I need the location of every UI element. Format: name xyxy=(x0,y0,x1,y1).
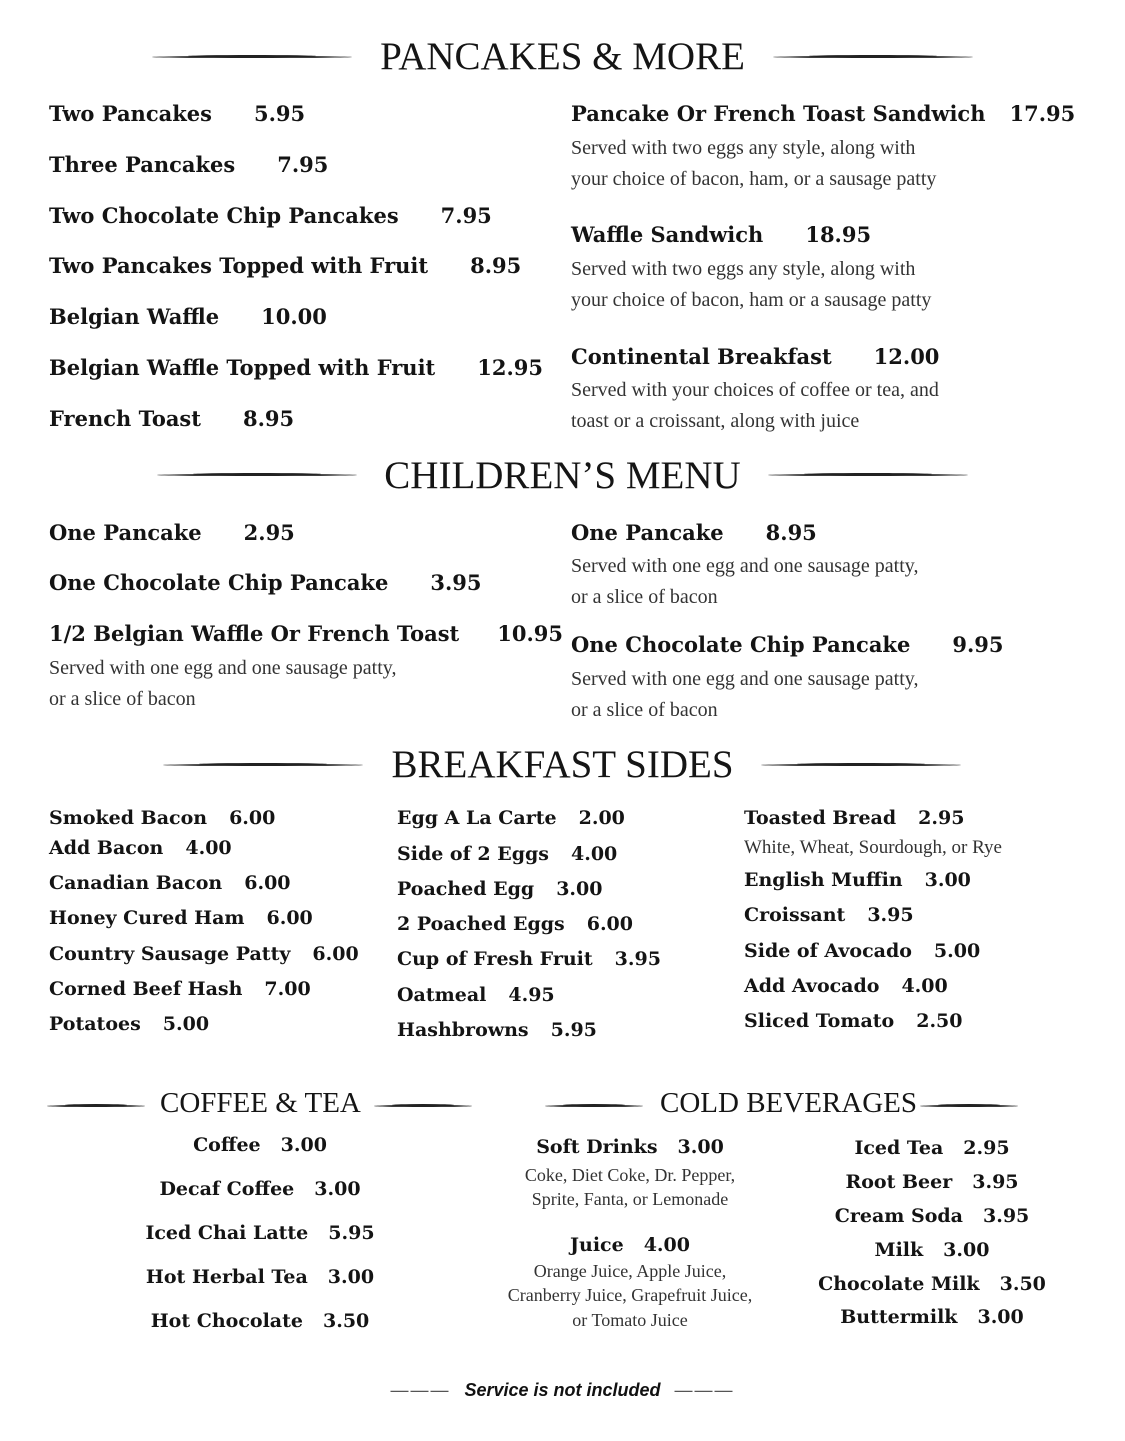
menu-item: Country Sausage Patty 6.00 xyxy=(49,943,359,965)
menu-item: English Muffin 3.00 xyxy=(744,869,971,891)
menu-item: Hot Chocolate 3.50 xyxy=(150,1310,370,1332)
menu-item: Add Bacon 4.00 xyxy=(49,837,232,859)
menu-item: One Chocolate Chip Pancake 3.95 xyxy=(49,570,482,595)
item-description: Served with one egg and one sausage patty, xyxy=(571,668,919,690)
menu-item: Belgian Waffle Topped with Fruit 12.95 xyxy=(49,355,544,380)
menu-item: Two Pancakes Topped with Fruit 8.95 xyxy=(49,253,522,278)
menu-item: Belgian Waffle 10.00 xyxy=(49,304,327,329)
item-description: your choice of bacon, ham or a sausage patty xyxy=(571,289,932,311)
heading-rule-right xyxy=(920,1105,1018,1107)
menu-item: Juice 4.00 xyxy=(570,1234,690,1256)
menu-item: Iced Tea 2.95 xyxy=(854,1137,1010,1159)
heading-rule-left xyxy=(47,1105,145,1107)
item-description: Served with one egg and one sausage patty, xyxy=(571,555,919,577)
menu-item: Oatmeal 4.95 xyxy=(397,984,555,1006)
section-title-cold: COLD BEVERAGES xyxy=(660,1087,917,1119)
menu-item: Cup of Fresh Fruit 3.95 xyxy=(397,948,661,970)
menu-item: Croissant 3.95 xyxy=(744,904,914,926)
item-description: your choice of bacon, ham, or a sausage patty xyxy=(571,168,937,190)
menu-item: Milk 3.00 xyxy=(874,1239,990,1261)
menu-item: Three Pancakes 7.95 xyxy=(49,152,329,177)
menu-item: Egg A La Carte 2.00 xyxy=(397,807,625,829)
item-description: or Tomato Juice xyxy=(572,1310,688,1330)
menu-item: Potatoes 5.00 xyxy=(49,1013,210,1035)
menu-item: One Pancake 2.95 xyxy=(49,520,295,545)
menu-item: Soft Drinks 3.00 xyxy=(536,1136,724,1158)
item-description: Coke, Diet Coke, Dr. Pepper, xyxy=(524,1165,736,1185)
item-description: toast or a croissant, along with juice xyxy=(571,410,860,432)
menu-item: Hot Herbal Tea 3.00 xyxy=(145,1266,375,1288)
menu-item: Root Beer 3.95 xyxy=(845,1171,1019,1193)
menu-item: 2 Poached Eggs 6.00 xyxy=(397,913,633,935)
menu-item: Two Chocolate Chip Pancakes 7.95 xyxy=(49,203,492,228)
menu-item: Honey Cured Ham 6.00 xyxy=(49,907,313,929)
section-title-coffee: COFFEE & TEA xyxy=(160,1087,361,1119)
item-description: Served with two eggs any style, along with xyxy=(571,258,916,280)
menu-item: Side of 2 Eggs 4.00 xyxy=(397,843,618,865)
item-description: Served with two eggs any style, along with xyxy=(571,137,916,159)
menu-item: One Chocolate Chip Pancake 9.95 xyxy=(571,632,1004,657)
item-description: Cranberry Juice, Grapefruit Juice, xyxy=(507,1285,753,1305)
menu-item: French Toast 8.95 xyxy=(49,406,295,431)
menu-item: Continental Breakfast 12.00 xyxy=(571,344,940,369)
item-description: Served with one egg and one sausage patty, xyxy=(49,657,397,679)
menu-item: Two Pancakes 5.95 xyxy=(49,101,306,126)
item-description: or a slice of bacon xyxy=(571,699,718,721)
item-description: or a slice of bacon xyxy=(571,586,718,608)
heading-rule-right xyxy=(773,56,973,58)
footer-note xyxy=(0,1380,1125,1401)
footer-dash-right: ——— xyxy=(674,1380,735,1400)
menu-item: Decaf Coffee 3.00 xyxy=(159,1178,361,1200)
footer-dash-left: ——— xyxy=(390,1380,451,1400)
menu-item: Cream Soda 3.95 xyxy=(834,1205,1030,1227)
section-title-children: CHILDREN’S MENU xyxy=(384,454,741,497)
menu-item: Canadian Bacon 6.00 xyxy=(49,872,291,894)
menu-item: Chocolate Milk 3.50 xyxy=(818,1273,1046,1295)
menu-item: One Pancake 8.95 xyxy=(571,520,817,545)
service-note: Service is not included xyxy=(464,1380,661,1400)
heading-rule-right xyxy=(374,1105,472,1107)
menu-item: Smoked Bacon 6.00 xyxy=(49,807,276,829)
menu-item: Hashbrowns 5.95 xyxy=(397,1019,597,1041)
menu-item: Pancake Or French Toast Sandwich 17.95 xyxy=(571,101,1076,126)
menu-item: Sliced Tomato 2.50 xyxy=(744,1010,963,1032)
menu-item: Iced Chai Latte 5.95 xyxy=(145,1222,375,1244)
section-title-sides: BREAKFAST SIDES xyxy=(391,743,734,786)
heading-rule-right xyxy=(761,764,961,766)
menu-item: Toasted Bread 2.95 xyxy=(744,807,965,829)
item-description: Served with your choices of coffee or tea, and xyxy=(571,379,939,401)
menu-item: Waffle Sandwich 18.95 xyxy=(571,222,872,247)
heading-rule-right xyxy=(768,474,968,476)
section-title-pancakes: PANCAKES & MORE xyxy=(380,35,745,78)
menu-item: Buttermilk 3.00 xyxy=(840,1306,1024,1328)
menu-item: Add Avocado 4.00 xyxy=(744,975,948,997)
menu-item: Coffee 3.00 xyxy=(193,1134,327,1156)
menu-item: 1/2 Belgian Waffle Or French Toast 10.95 xyxy=(49,621,564,646)
item-description: or a slice of bacon xyxy=(49,688,196,710)
item-description: White, Wheat, Sourdough, or Rye xyxy=(744,837,1002,858)
menu-item: Poached Egg 3.00 xyxy=(397,878,603,900)
heading-rule-left xyxy=(545,1105,643,1107)
menu-item: Side of Avocado 5.00 xyxy=(744,940,981,962)
item-description: Sprite, Fanta, or Lemonade xyxy=(531,1189,729,1209)
menu-item: Corned Beef Hash 7.00 xyxy=(49,978,311,1000)
item-description: Orange Juice, Apple Juice, xyxy=(533,1261,727,1281)
